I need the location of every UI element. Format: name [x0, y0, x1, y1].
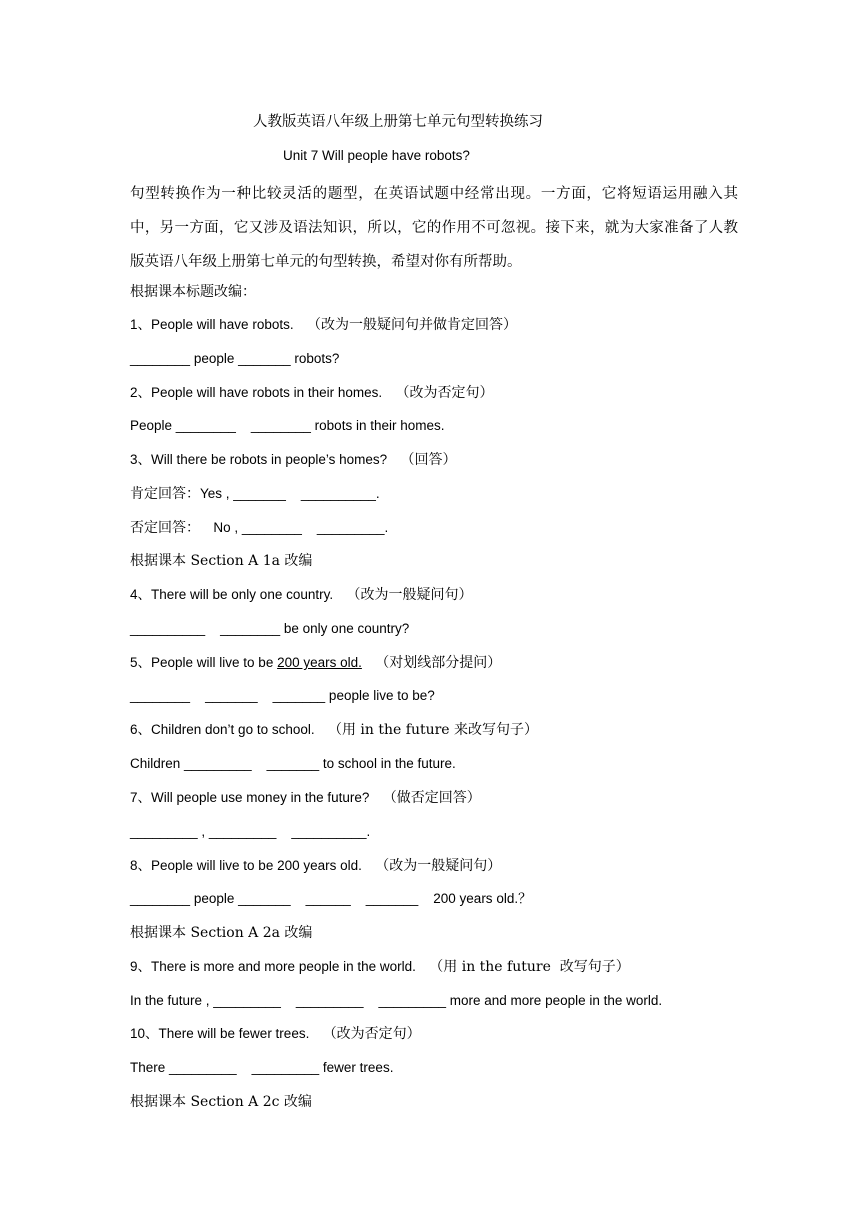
answer-7: _________ , _________ __________.	[130, 824, 371, 839]
question-text: 9、There is more and more people in the world.	[130, 959, 416, 974]
answer-2: People ________ ________ robots in their homes.	[130, 418, 445, 433]
question-hint: （改为否定句）	[395, 385, 494, 401]
question-hint: （改为一般疑问句并做肯定回答）	[306, 317, 517, 333]
question-1	[130, 315, 517, 335]
answer-blank: No , ________ _________.	[213, 520, 389, 535]
question-8	[130, 856, 501, 876]
question-text: 8、People will live to be 200 years old.	[130, 858, 362, 873]
section-heading: 根据课本 Section A 2a 改编	[130, 925, 313, 941]
question-text: 10、There will be fewer trees.	[130, 1026, 310, 1041]
section-heading: 根据课本 Section A 1a 改编	[130, 553, 313, 569]
intro-paragraph: 句型转换作为一种比较灵活的题型，在英语试题中经常出现。一方面，它将短语运用融入其中，另一方面，它又涉及语法知识，所以，它的作用不可忽视。接下来，就为大家准备了人教版英语八年级上册第七单元的句型转换，希望对你有所帮助。	[130, 186, 738, 270]
question-hint: （做否定回答）	[382, 790, 481, 806]
question-text: 6、Children don’t go to school.	[130, 722, 315, 737]
question-4	[130, 585, 472, 605]
question-text: 1、People will have robots.	[130, 317, 294, 332]
question-text: 5、People will live to be	[130, 655, 278, 670]
answer-label: 否定回答：	[130, 520, 200, 536]
question-2	[130, 383, 494, 403]
answer-3-no	[130, 518, 388, 538]
question-hint: （改为一般疑问句）	[346, 587, 473, 603]
answer-10: There _________ _________ fewer trees.	[130, 1060, 394, 1075]
question-text: 7、Will people use money in the future?	[130, 790, 370, 805]
question-5	[130, 653, 501, 673]
question-hint: （改为否定句）	[322, 1026, 421, 1042]
question-text: 2、People will have robots in their homes.	[130, 385, 383, 400]
section-heading: 根据课本 Section A 2c 改编	[130, 1094, 312, 1110]
question-text: 3、Will there be robots in people’s homes?	[130, 452, 388, 467]
answer-9: In the future , _________ _________ _________ more and more people in the world.	[130, 993, 663, 1008]
answer-blank: Yes , _______ __________.	[200, 486, 380, 501]
question-10	[130, 1024, 421, 1044]
answer-4: __________ ________ be only one country?	[130, 621, 410, 636]
question-hint: （用 in the future 改写句子）	[429, 959, 630, 975]
answer-6: Children _________ _______ to school in the future.	[130, 756, 456, 771]
question-hint: （改为一般疑问句）	[375, 858, 502, 874]
question-6	[130, 720, 538, 740]
answer-1: ________ people _______ robots?	[130, 351, 340, 366]
answer-8: ________ people _______ ______ _______ 200 years old.？	[130, 891, 532, 906]
underlined-phrase: 200 years old.	[277, 655, 362, 670]
answer-3-yes	[130, 484, 380, 504]
page-title: 人教版英语八年级上册第七单元句型转换练习	[253, 114, 543, 130]
question-7	[130, 788, 481, 808]
question-9	[130, 957, 630, 977]
answer-5: ________ _______ _______ people live to be?	[130, 688, 435, 703]
section-heading: 根据课本标题改编：	[130, 284, 256, 300]
answer-label: 肯定回答：	[130, 486, 200, 502]
question-hint: （对划线部分提问）	[375, 655, 502, 671]
question-hint: （回答）	[400, 452, 457, 468]
page-subtitle: Unit 7 Will people have robots?	[283, 148, 470, 163]
question-text: 4、There will be only one country.	[130, 587, 334, 602]
question-hint: （用 in the future 来改写句子）	[327, 722, 539, 738]
question-3	[130, 450, 457, 470]
